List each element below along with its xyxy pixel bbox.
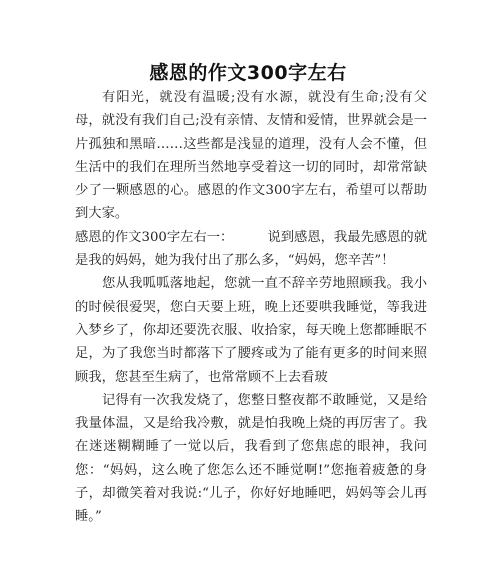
section-heading: 感恩的作文300字左右一： xyxy=(75,229,234,245)
document-title: 感恩的作文300字左右 xyxy=(149,62,347,84)
document-body xyxy=(75,86,427,529)
section-continuation: 是我的妈妈，她为我付出了那么多，“妈妈，您辛苦”！ xyxy=(75,253,395,269)
body-paragraph-3: 记得有一次我发烧了，您整日整夜都不敢睡觉，又是给我量体温，又是给我冷敷，就是怕我晚上烧的再厉害了。我在迷迷糊糊睡了一觉以后，我看到了您焦虑的眼神，我问您：“妈妈，这么晚了您怎么还不睡觉啊!”您拖着疲惫的身子，却微笑着对我说:“儿子，你好好地睡吧，妈妈等会儿再睡。” xyxy=(75,392,427,525)
section-first-line: 说到感恩，我最先感恩的就 xyxy=(267,229,427,245)
intro-paragraph: 有阳光，就没有温暖;没有水源，就没有生命;没有父母，就没有我们自己;没有亲情、友情和爱情，世界就会是一片孤独和黑暗……这些都是浅显的道理，没有人会不懂，但生活中的我们在理所当然地享受着这一切的同时，却常常缺少了一颗感恩的心。感恩的作文300字左右，希望可以帮助到大家。 xyxy=(75,90,427,222)
body-paragraph-2: 您从我呱呱落地起，您就一直不辞辛劳地照顾我。我小的时候很爱哭，您白天要上班，晚上还要哄我睡觉，等我进入梦乡了，你却还要洗衣服、收拾家，每天晚上您都睡眠不足，为了我您当时都落下了腰疼或为了能有更多的时间来照顾我，您甚至生病了，也常常顾不上去看玻 xyxy=(75,276,427,385)
section-heading-row xyxy=(75,226,427,249)
